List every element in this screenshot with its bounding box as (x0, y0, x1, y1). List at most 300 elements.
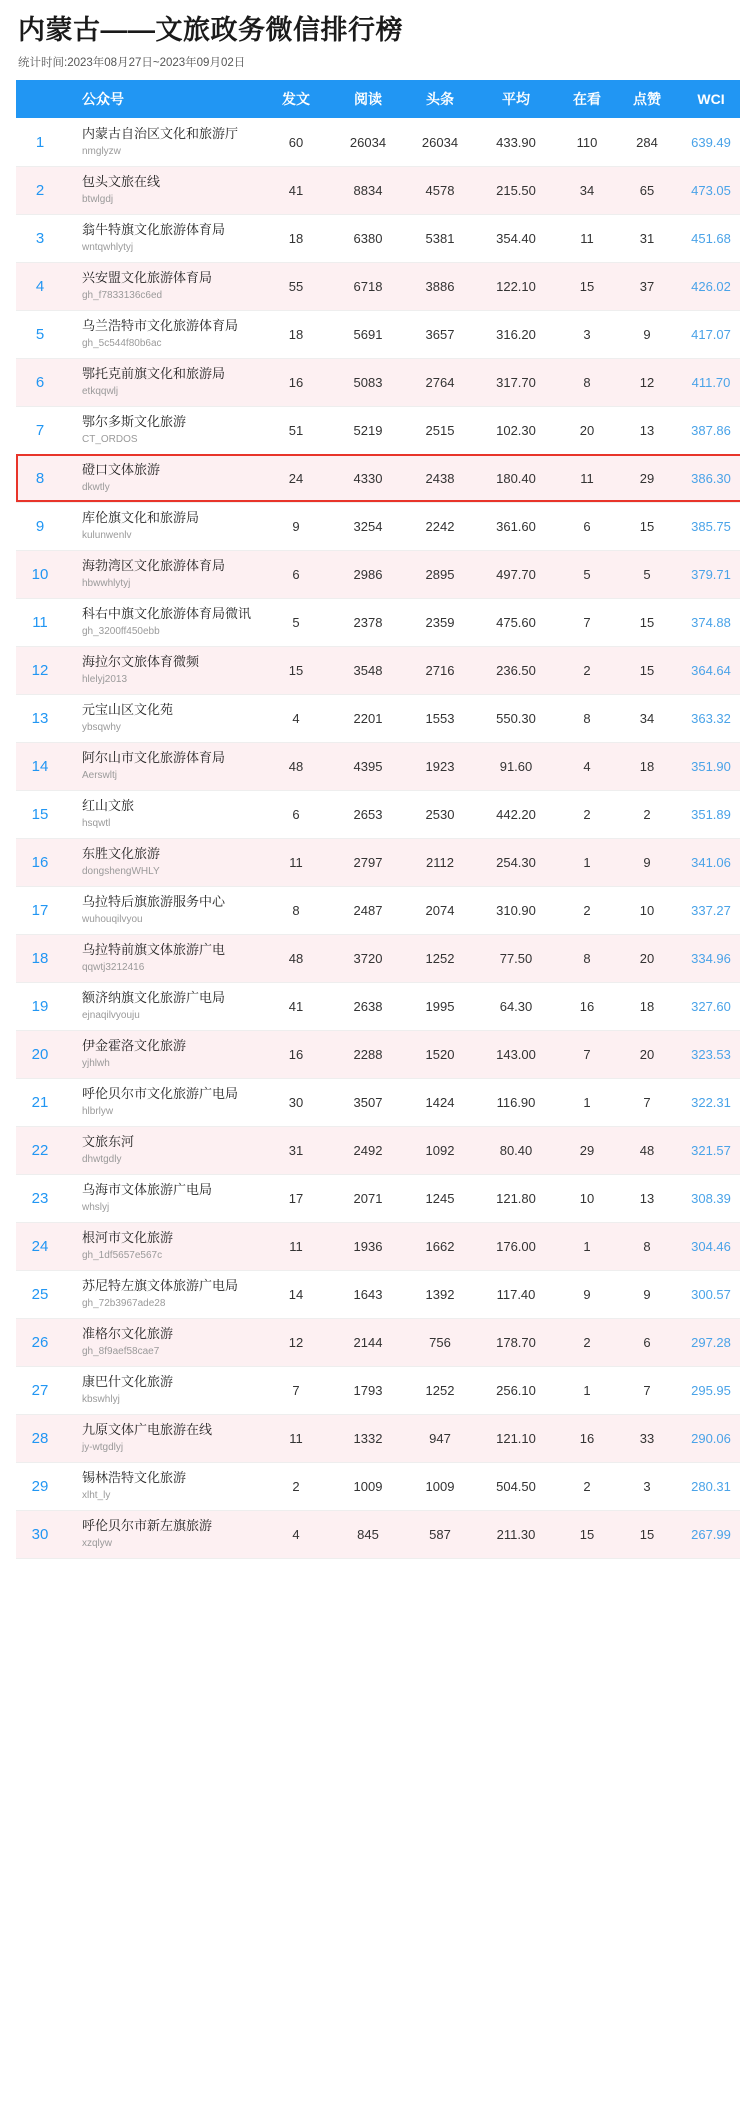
account-id: CT_ORDOS (82, 434, 138, 446)
cell-account[interactable] (64, 1078, 260, 1126)
cell-posts: 11 (260, 1414, 332, 1462)
cell-account[interactable] (64, 1270, 260, 1318)
cell-wci: 363.32 (676, 694, 740, 742)
cell-reads: 1643 (332, 1270, 404, 1318)
cell-headline: 3657 (404, 310, 476, 358)
cell-watching: 2 (556, 790, 618, 838)
table-row[interactable] (16, 694, 740, 742)
cell-likes: 48 (618, 1126, 676, 1174)
cell-account[interactable] (64, 166, 260, 214)
cell-rank: 30 (16, 1510, 64, 1558)
cell-rank: 23 (16, 1174, 64, 1222)
cell-watching: 8 (556, 358, 618, 406)
cell-posts: 60 (260, 118, 332, 166)
account-title: 额济纳旗文化旅游广电局 (82, 990, 226, 1006)
account-id: dkwtly (82, 482, 110, 494)
column-header-wci: WCI (676, 80, 740, 118)
table-row[interactable] (16, 886, 740, 934)
account-id: nmglyzw (82, 146, 121, 158)
cell-watching: 1 (556, 1078, 618, 1126)
cell-posts: 7 (260, 1366, 332, 1414)
cell-reads: 2288 (332, 1030, 404, 1078)
column-header-watching: 在看 (556, 80, 618, 118)
table-row[interactable] (16, 646, 740, 694)
table-row[interactable] (16, 118, 740, 166)
account-id: gh_1df5657e567c (82, 1250, 163, 1262)
cell-rank: 8 (16, 454, 64, 502)
cell-average: 504.50 (476, 1462, 556, 1510)
cell-average: 91.60 (476, 742, 556, 790)
cell-average: 316.20 (476, 310, 556, 358)
column-header-headline: 头条 (404, 80, 476, 118)
account-title: 红山文旅 (82, 798, 135, 814)
account-title: 乌拉特前旗文体旅游广电 (82, 942, 226, 958)
account-id: xlht_ly (82, 1490, 111, 1502)
account-id: ejnaqilvyouju (82, 1010, 140, 1022)
cell-likes: 3 (618, 1462, 676, 1510)
cell-headline: 2074 (404, 886, 476, 934)
cell-headline: 2242 (404, 502, 476, 550)
column-header-account: 公众号 (64, 80, 260, 118)
cell-account[interactable] (64, 646, 260, 694)
cell-account[interactable] (64, 598, 260, 646)
cell-likes: 18 (618, 982, 676, 1030)
cell-account[interactable] (64, 886, 260, 934)
cell-account[interactable] (64, 1414, 260, 1462)
cell-posts: 4 (260, 694, 332, 742)
account-id: hlbrlyw (82, 1106, 114, 1118)
cell-reads: 2487 (332, 886, 404, 934)
cell-wci: 386.30 (676, 454, 740, 502)
cell-average: 442.20 (476, 790, 556, 838)
cell-average: 117.40 (476, 1270, 556, 1318)
cell-posts: 11 (260, 1222, 332, 1270)
cell-reads: 5691 (332, 310, 404, 358)
cell-account[interactable] (64, 310, 260, 358)
cell-likes: 29 (618, 454, 676, 502)
cell-wci: 300.57 (676, 1270, 740, 1318)
table-row[interactable] (16, 1222, 740, 1270)
cell-average: 497.70 (476, 550, 556, 598)
account-title: 海拉尔文旅体育微频 (82, 654, 200, 670)
cell-watching: 8 (556, 934, 618, 982)
cell-rank: 26 (16, 1318, 64, 1366)
cell-reads: 26034 (332, 118, 404, 166)
cell-average: 102.30 (476, 406, 556, 454)
cell-posts: 41 (260, 982, 332, 1030)
cell-wci: 387.86 (676, 406, 740, 454)
cell-wci: 267.99 (676, 1510, 740, 1558)
table-row[interactable] (16, 1270, 740, 1318)
cell-average: 310.90 (476, 886, 556, 934)
cell-average: 116.90 (476, 1078, 556, 1126)
table-row[interactable] (16, 1318, 740, 1366)
cell-headline: 2438 (404, 454, 476, 502)
cell-headline: 1252 (404, 934, 476, 982)
table-body (16, 118, 740, 1558)
column-header-average: 平均 (476, 80, 556, 118)
column-header-reads: 阅读 (332, 80, 404, 118)
cell-likes: 9 (618, 838, 676, 886)
cell-headline: 2515 (404, 406, 476, 454)
cell-wci: 304.46 (676, 1222, 740, 1270)
cell-reads: 6380 (332, 214, 404, 262)
cell-headline: 4578 (404, 166, 476, 214)
cell-wci: 351.90 (676, 742, 740, 790)
account-title: 锡林浩特文化旅游 (82, 1470, 187, 1486)
cell-posts: 4 (260, 1510, 332, 1558)
account-title: 翁牛特旗文化旅游体育局 (82, 222, 226, 238)
cell-headline: 1662 (404, 1222, 476, 1270)
cell-rank: 18 (16, 934, 64, 982)
column-header-rank (16, 80, 64, 118)
cell-likes: 13 (618, 406, 676, 454)
account-title: 呼伦贝尔市文化旅游广电局 (82, 1086, 239, 1102)
cell-posts: 41 (260, 166, 332, 214)
cell-reads: 1936 (332, 1222, 404, 1270)
cell-reads: 4330 (332, 454, 404, 502)
cell-watching: 6 (556, 502, 618, 550)
cell-average: 361.60 (476, 502, 556, 550)
cell-reads: 2201 (332, 694, 404, 742)
cell-likes: 37 (618, 262, 676, 310)
account-title: 准格尔文化旅游 (82, 1326, 174, 1342)
account-title: 文旅东河 (82, 1134, 135, 1150)
cell-reads: 845 (332, 1510, 404, 1558)
cell-watching: 20 (556, 406, 618, 454)
cell-average: 550.30 (476, 694, 556, 742)
cell-account[interactable] (64, 1126, 260, 1174)
account-title: 康巴什文化旅游 (82, 1374, 174, 1390)
account-id: gh_8f9aef58cae7 (82, 1346, 160, 1358)
account-id: gh_5c544f80b6ac (82, 338, 162, 350)
table-row[interactable] (16, 502, 740, 550)
cell-headline: 947 (404, 1414, 476, 1462)
cell-likes: 7 (618, 1366, 676, 1414)
cell-account[interactable] (64, 262, 260, 310)
cell-headline: 1252 (404, 1366, 476, 1414)
account-title: 内蒙古自治区文化和旅游厅 (82, 126, 239, 142)
cell-wci: 379.71 (676, 550, 740, 598)
cell-rank: 19 (16, 982, 64, 1030)
cell-headline: 1923 (404, 742, 476, 790)
cell-likes: 8 (618, 1222, 676, 1270)
cell-average: 121.10 (476, 1414, 556, 1462)
cell-posts: 16 (260, 1030, 332, 1078)
cell-wci: 323.53 (676, 1030, 740, 1078)
cell-average: 256.10 (476, 1366, 556, 1414)
cell-account[interactable] (64, 838, 260, 886)
account-id: hbwwhlytyj (82, 578, 131, 590)
account-id: dhwtgdly (82, 1154, 122, 1166)
cell-posts: 5 (260, 598, 332, 646)
table-row[interactable] (16, 1030, 740, 1078)
cell-likes: 65 (618, 166, 676, 214)
cell-rank: 21 (16, 1078, 64, 1126)
account-title: 伊金霍洛文化旅游 (82, 1038, 187, 1054)
cell-account[interactable] (64, 934, 260, 982)
table-row[interactable] (16, 1462, 740, 1510)
table-header (16, 80, 740, 118)
cell-headline: 2764 (404, 358, 476, 406)
cell-headline: 2530 (404, 790, 476, 838)
cell-likes: 6 (618, 1318, 676, 1366)
account-title: 包头文旅在线 (82, 174, 161, 190)
cell-average: 80.40 (476, 1126, 556, 1174)
table-row[interactable] (16, 790, 740, 838)
table-row[interactable] (16, 1174, 740, 1222)
cell-account[interactable] (64, 1510, 260, 1558)
cell-headline: 5381 (404, 214, 476, 262)
cell-rank: 24 (16, 1222, 64, 1270)
table-row[interactable] (16, 742, 740, 790)
cell-headline: 2359 (404, 598, 476, 646)
table-row-highlighted[interactable] (16, 454, 740, 502)
table-row[interactable] (16, 1366, 740, 1414)
cell-posts: 48 (260, 934, 332, 982)
account-title: 九原文体广电旅游在线 (82, 1422, 213, 1438)
table-row[interactable] (16, 1510, 740, 1558)
table-row[interactable] (16, 166, 740, 214)
table-row[interactable] (16, 550, 740, 598)
cell-likes: 31 (618, 214, 676, 262)
table-row[interactable] (16, 838, 740, 886)
account-title: 乌海市文体旅游广电局 (82, 1182, 213, 1198)
cell-wci: 639.49 (676, 118, 740, 166)
cell-headline: 1520 (404, 1030, 476, 1078)
cell-average: 433.90 (476, 118, 556, 166)
cell-rank: 22 (16, 1126, 64, 1174)
cell-average: 121.80 (476, 1174, 556, 1222)
cell-account[interactable] (64, 694, 260, 742)
cell-posts: 18 (260, 214, 332, 262)
account-title: 根河市文化旅游 (82, 1230, 174, 1246)
cell-reads: 3548 (332, 646, 404, 694)
cell-posts: 2 (260, 1462, 332, 1510)
cell-account[interactable] (64, 118, 260, 166)
account-id: dongshengWHLY (82, 866, 160, 878)
cell-account[interactable] (64, 214, 260, 262)
table-row[interactable] (16, 982, 740, 1030)
cell-headline: 1553 (404, 694, 476, 742)
cell-reads: 3254 (332, 502, 404, 550)
cell-likes: 10 (618, 886, 676, 934)
cell-rank: 10 (16, 550, 64, 598)
account-id: wuhouqilvyou (82, 914, 143, 926)
cell-reads: 2378 (332, 598, 404, 646)
cell-wci: 297.28 (676, 1318, 740, 1366)
account-title: 呼伦贝尔市新左旗旅游 (82, 1518, 213, 1534)
cell-average: 475.60 (476, 598, 556, 646)
cell-rank: 5 (16, 310, 64, 358)
cell-watching: 5 (556, 550, 618, 598)
cell-rank: 13 (16, 694, 64, 742)
cell-wci: 351.89 (676, 790, 740, 838)
cell-likes: 9 (618, 310, 676, 358)
cell-posts: 48 (260, 742, 332, 790)
cell-average: 317.70 (476, 358, 556, 406)
cell-posts: 6 (260, 550, 332, 598)
cell-watching: 2 (556, 1462, 618, 1510)
cell-headline: 1009 (404, 1462, 476, 1510)
cell-likes: 34 (618, 694, 676, 742)
cell-average: 77.50 (476, 934, 556, 982)
cell-account[interactable] (64, 502, 260, 550)
cell-likes: 20 (618, 1030, 676, 1078)
cell-watching: 2 (556, 1318, 618, 1366)
account-title: 鄂尔多斯文化旅游 (82, 414, 187, 430)
account-title: 乌拉特后旗旅游服务中心 (82, 894, 226, 910)
cell-likes: 12 (618, 358, 676, 406)
cell-rank: 7 (16, 406, 64, 454)
cell-average: 143.00 (476, 1030, 556, 1078)
cell-average: 236.50 (476, 646, 556, 694)
table-row[interactable] (16, 1078, 740, 1126)
cell-posts: 55 (260, 262, 332, 310)
account-id: ybsqwhy (82, 722, 121, 734)
cell-account[interactable] (64, 1174, 260, 1222)
cell-headline: 2112 (404, 838, 476, 886)
cell-rank: 14 (16, 742, 64, 790)
account-title: 乌兰浩特市文化旅游体育局 (82, 318, 239, 334)
account-id: yjhlwh (82, 1058, 110, 1070)
table-row[interactable] (16, 310, 740, 358)
cell-wci: 417.07 (676, 310, 740, 358)
cell-average: 64.30 (476, 982, 556, 1030)
cell-rank: 15 (16, 790, 64, 838)
account-title: 库伦旗文化和旅游局 (82, 510, 200, 526)
cell-account[interactable] (64, 1030, 260, 1078)
cell-account[interactable] (64, 1366, 260, 1414)
cell-posts: 6 (260, 790, 332, 838)
account-title: 元宝山区文化苑 (82, 702, 174, 718)
table-row[interactable] (16, 358, 740, 406)
cell-watching: 10 (556, 1174, 618, 1222)
table-row[interactable] (16, 1414, 740, 1462)
account-id: xzqlyw (82, 1538, 113, 1550)
account-title: 科右中旗文化旅游体育局微讯 (82, 606, 252, 622)
cell-reads: 1332 (332, 1414, 404, 1462)
table-row[interactable] (16, 934, 740, 982)
cell-average: 176.00 (476, 1222, 556, 1270)
cell-wci: 451.68 (676, 214, 740, 262)
cell-reads: 5083 (332, 358, 404, 406)
cell-wci: 290.06 (676, 1414, 740, 1462)
account-id: qqwtj3212416 (82, 962, 145, 974)
cell-watching: 4 (556, 742, 618, 790)
cell-reads: 1009 (332, 1462, 404, 1510)
table-row[interactable] (16, 262, 740, 310)
cell-watching: 9 (556, 1270, 618, 1318)
cell-watching: 16 (556, 982, 618, 1030)
account-id: btwlgdj (82, 194, 114, 206)
cell-account[interactable] (64, 982, 260, 1030)
cell-watching: 7 (556, 1030, 618, 1078)
column-header-likes: 点赞 (618, 80, 676, 118)
cell-likes: 13 (618, 1174, 676, 1222)
account-title: 磴口文体旅游 (82, 462, 161, 478)
table-row[interactable] (16, 406, 740, 454)
cell-posts: 30 (260, 1078, 332, 1126)
cell-rank: 2 (16, 166, 64, 214)
cell-headline: 587 (404, 1510, 476, 1558)
cell-average: 180.40 (476, 454, 556, 502)
account-id: Aerswltj (82, 770, 118, 782)
cell-rank: 12 (16, 646, 64, 694)
cell-watching: 1 (556, 1222, 618, 1270)
cell-watching: 8 (556, 694, 618, 742)
cell-reads: 2144 (332, 1318, 404, 1366)
cell-rank: 3 (16, 214, 64, 262)
cell-account[interactable] (64, 742, 260, 790)
cell-watching: 7 (556, 598, 618, 646)
cell-likes: 15 (618, 502, 676, 550)
cell-rank: 28 (16, 1414, 64, 1462)
account-id: jy-wtgdlyj (82, 1442, 124, 1454)
cell-wci: 473.05 (676, 166, 740, 214)
cell-headline: 1092 (404, 1126, 476, 1174)
cell-rank: 16 (16, 838, 64, 886)
account-title: 兴安盟文化旅游体育局 (82, 270, 213, 286)
cell-average: 354.40 (476, 214, 556, 262)
cell-account[interactable] (64, 1462, 260, 1510)
cell-headline: 2895 (404, 550, 476, 598)
cell-posts: 14 (260, 1270, 332, 1318)
table-row[interactable] (16, 598, 740, 646)
cell-wci: 337.27 (676, 886, 740, 934)
cell-reads: 2797 (332, 838, 404, 886)
cell-rank: 6 (16, 358, 64, 406)
cell-wci: 308.39 (676, 1174, 740, 1222)
table-row[interactable] (16, 1126, 740, 1174)
account-id: etkqqwlj (82, 386, 119, 398)
cell-rank: 9 (16, 502, 64, 550)
account-title: 海勃湾区文化旅游体育局 (82, 558, 226, 574)
cell-watching: 2 (556, 646, 618, 694)
account-title: 东胜文化旅游 (82, 846, 161, 862)
cell-account[interactable] (64, 406, 260, 454)
cell-account[interactable] (64, 358, 260, 406)
cell-posts: 9 (260, 502, 332, 550)
cell-likes: 9 (618, 1270, 676, 1318)
table-row[interactable] (16, 214, 740, 262)
cell-account[interactable] (64, 1318, 260, 1366)
cell-posts: 8 (260, 886, 332, 934)
cell-watching: 1 (556, 838, 618, 886)
cell-wci: 322.31 (676, 1078, 740, 1126)
cell-reads: 8834 (332, 166, 404, 214)
cell-posts: 16 (260, 358, 332, 406)
cell-watching: 3 (556, 310, 618, 358)
cell-posts: 17 (260, 1174, 332, 1222)
cell-account[interactable] (64, 1222, 260, 1270)
cell-reads: 2071 (332, 1174, 404, 1222)
column-header-posts: 发文 (260, 80, 332, 118)
cell-wci: 280.31 (676, 1462, 740, 1510)
cell-posts: 18 (260, 310, 332, 358)
cell-likes: 7 (618, 1078, 676, 1126)
cell-account[interactable] (64, 790, 260, 838)
cell-watching: 15 (556, 1510, 618, 1558)
cell-rank: 29 (16, 1462, 64, 1510)
cell-account[interactable] (64, 550, 260, 598)
account-id: hsqwtl (82, 818, 111, 830)
cell-posts: 11 (260, 838, 332, 886)
page-header (0, 0, 740, 80)
cell-watching: 11 (556, 454, 618, 502)
cell-account[interactable] (64, 454, 260, 502)
account-title: 阿尔山市文化旅游体育局 (82, 750, 226, 766)
